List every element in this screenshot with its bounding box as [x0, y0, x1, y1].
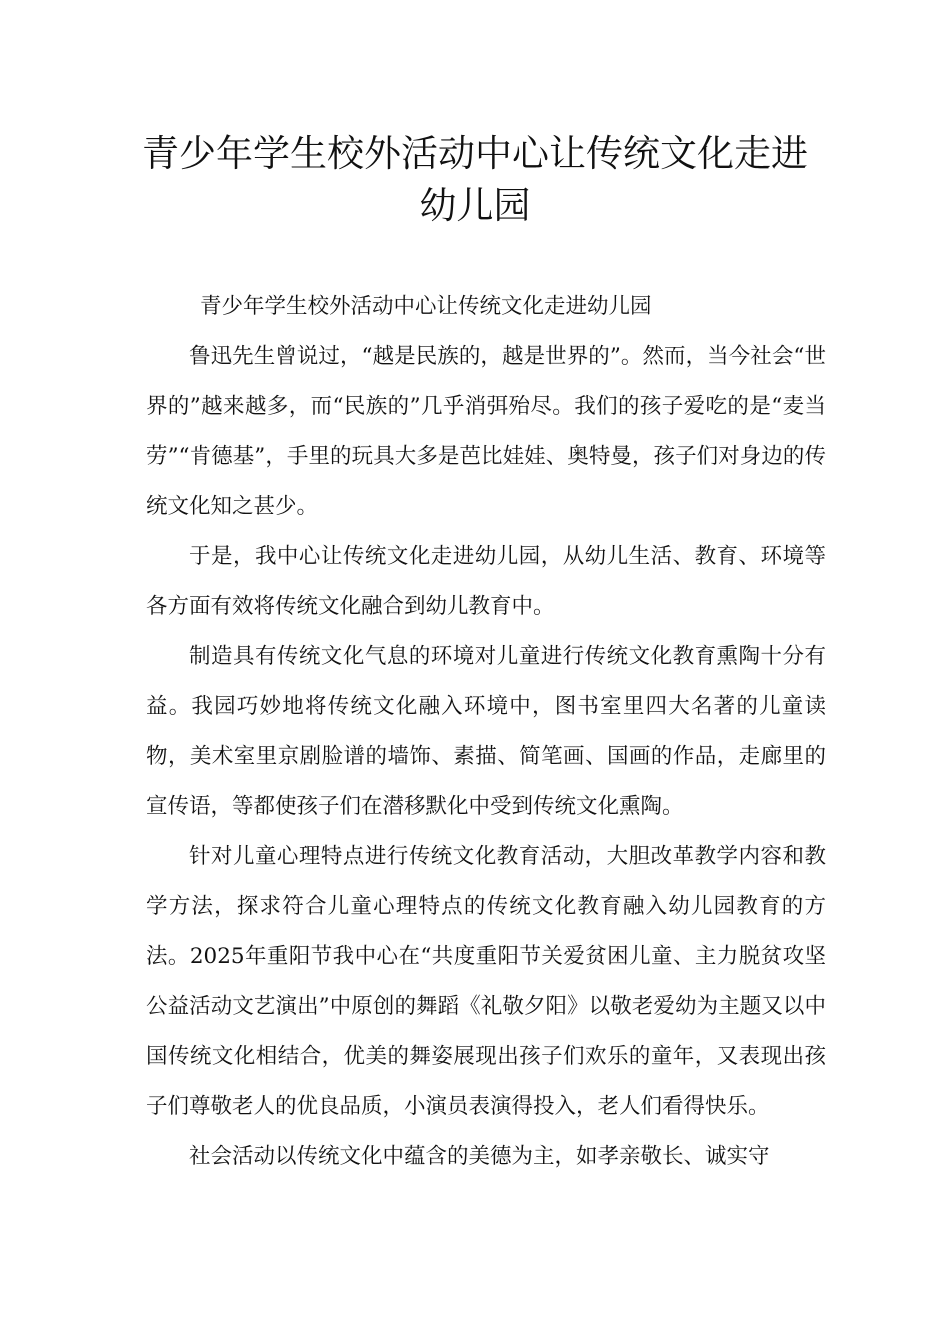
document-subtitle: 青少年学生校外活动中心让传统文化走进幼儿园 [200, 294, 652, 319]
document-title: 青少年学生校外活动中心让传统文化走进幼儿园 [142, 132, 808, 227]
paragraph-1: 鲁迅先生曾说过，“越是民族的，越是世界的”。然而，当今社会“世界的”越来越多，而“民族的”几乎消弭殆尽。我们的孩子爱吃的是“麦当劳”“肯德基”，手里的玩具大多是芭比娃娃、奥特曼，孩子们对身边的传统文化知之甚少。 [146, 344, 826, 519]
paragraph-5: 社会活动以传统文化中蕴含的美德为主，如孝亲敬长、诚实守 [189, 1144, 770, 1169]
paragraph-3: 制造具有传统文化气息的环境对儿童进行传统文化教育熏陶十分有益。我园巧妙地将传统文化融入环境中，图书室里四大名著的儿童读物，美术室里京剧脸谱的墙饰、素描、简笔画、国画的作品，走廊里的宣传语，等都使孩子们在潜移默化中受到传统文化熏陶。 [146, 644, 826, 819]
paragraph-4: 针对儿童心理特点进行传统文化教育活动，大胆改革教学内容和教学方法，探求符合儿童心理特点的传统文化教育融入幼儿园教育的方法。2025年重阳节我中心在“共度重阳节关爱贫困儿童、主力脱贫攻坚公益活动文艺演出”中原创的舞蹈《礼敬夕阳》以敬老爱幼为主题又以中国传统文化相结合，优美的舞姿展现出孩子们欢乐的童年，又表现出孩子们尊敬老人的优良品质，小演员表演得投入，老人们看得快乐。 [146, 844, 826, 1119]
document-body [146, 282, 826, 1182]
paragraph-2: 于是，我中心让传统文化走进幼儿园，从幼儿生活、教育、环境等各方面有效将传统文化融合到幼儿教育中。 [146, 544, 826, 619]
